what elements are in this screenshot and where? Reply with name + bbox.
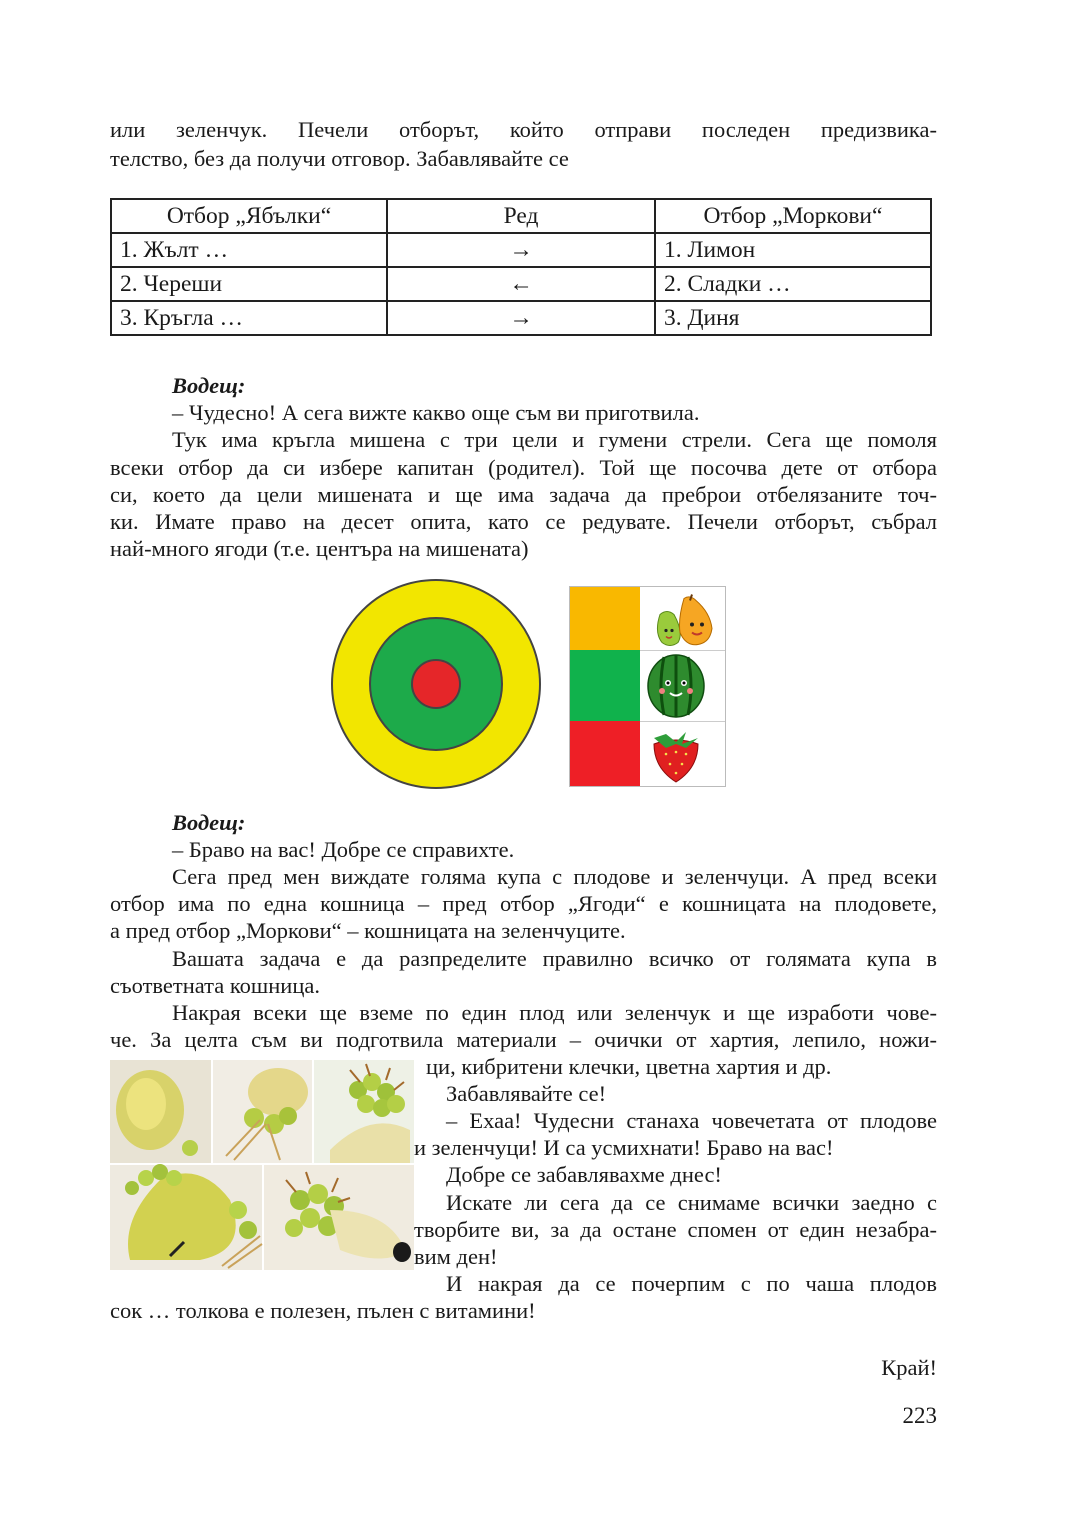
table-cell: 2. Череши	[111, 267, 387, 301]
table-cell: 1. Лимон	[655, 233, 931, 267]
paragraph-line: – Чудесно! А сега вижте какво още съм ви приготвила.	[172, 400, 700, 425]
paragraph-line: вим ден!	[414, 1244, 498, 1269]
legend-swatch-green	[570, 650, 640, 721]
intro-line-2: телство, без да получи отговор. Забавлявайте се	[110, 146, 569, 171]
table-header: Ред	[387, 199, 655, 233]
table-header-row	[111, 199, 931, 233]
paragraph-line: съответната кошница.	[110, 973, 320, 998]
table-header: Отбор „Моркови“	[655, 199, 931, 233]
paragraph-line: – Ехаа! Чудесни станаха човечетата от плодове	[446, 1108, 937, 1133]
paragraph-line: а пред отбор „Моркови“ – кошницата на зеленчуците.	[110, 918, 626, 943]
table-cell: 3. Кръгла …	[111, 301, 387, 335]
speaker-label: Водещ:	[172, 373, 246, 398]
table-cell-arrow: ←	[387, 267, 655, 301]
table-cell-arrow: →	[387, 301, 655, 335]
paragraph-line: си, което да цели мишената и ще има задача да преброи отбелязаните точ-	[110, 482, 937, 507]
table-row	[111, 301, 931, 335]
table-header: Отбор „Ябълки“	[111, 199, 387, 233]
paragraph-line: Искате ли сега да се снимаме всички заедно с	[446, 1190, 937, 1215]
end-label: Край!	[881, 1355, 937, 1380]
pear-icon	[640, 587, 724, 653]
paragraph-line: – Браво на вас! Добре се справихте.	[172, 837, 515, 862]
paragraph-line: Вашата задача е да разпределите правилно всичко от голямата купа в	[172, 946, 937, 971]
table-cell-arrow: →	[387, 233, 655, 267]
target-legend	[569, 586, 726, 787]
paragraph-line: ци, кибритени клечки, цветна хартия и др.	[426, 1054, 832, 1079]
target-illustration	[330, 578, 542, 790]
paragraph-line: сок … толкова е полезен, пълен с витамини!	[110, 1298, 536, 1323]
target-center	[412, 660, 460, 708]
paragraph-line: Тук има кръгла мишена с три цели и гумени стрели. Сега ще помоля	[172, 427, 937, 452]
paragraph-line: че. За целта съм ви подготвила материали – очички от хартия, лепило, ножи-	[110, 1027, 937, 1052]
paragraph-line: И накрая да се почерпим с по чаша плодов	[446, 1271, 937, 1296]
paragraph-line: творбите ви, за да остане спомен от един незабра-	[414, 1217, 937, 1242]
legend-swatch-yellow	[570, 587, 640, 650]
paragraph-line: Накрая всеки ще вземе по един плод или зеленчук и ще изработи чове-	[172, 1000, 937, 1025]
paragraph-line: ки. Имате право на десет опита, като се редувате. Печели отборът, събрал	[110, 509, 937, 534]
paragraph-line: всеки отбор да си избере капитан (родител). Той ще посочва дете от отбора	[110, 455, 937, 480]
table-cell: 2. Сладки …	[655, 267, 931, 301]
paragraph-line: Забавлявайте се!	[446, 1081, 607, 1106]
intro-line-1: или зеленчук. Печели отборът, който отправи последен предизвика-	[110, 117, 937, 142]
paragraph-line: Сега пред мен виждате голяма купа с плодове и зеленчуци. А пред всеки	[172, 864, 937, 889]
speaker-label: Водещ:	[172, 810, 246, 835]
table-cell: 1. Жълт …	[111, 233, 387, 267]
table-cell: 3. Диня	[655, 301, 931, 335]
page-number: 223	[902, 1403, 937, 1428]
game-table	[110, 198, 932, 336]
paragraph-line: отбор има по една кошница – пред отбор „Ягоди“ е кошницата на плодовете,	[110, 891, 937, 916]
strawberry-icon	[640, 722, 724, 786]
paragraph-line: Добре се забавлявахме днес!	[446, 1162, 722, 1187]
watermelon-icon	[640, 651, 724, 721]
table-row	[111, 267, 931, 301]
paragraph-line: най-много ягоди (т.е. центъра на мишената)	[110, 536, 529, 561]
fruit-crafts-collage	[110, 1060, 414, 1270]
legend-swatch-red	[570, 721, 640, 786]
paragraph-line: и зеленчуци! И са усмихнати! Браво на вас!	[414, 1135, 834, 1160]
table-row	[111, 233, 931, 267]
